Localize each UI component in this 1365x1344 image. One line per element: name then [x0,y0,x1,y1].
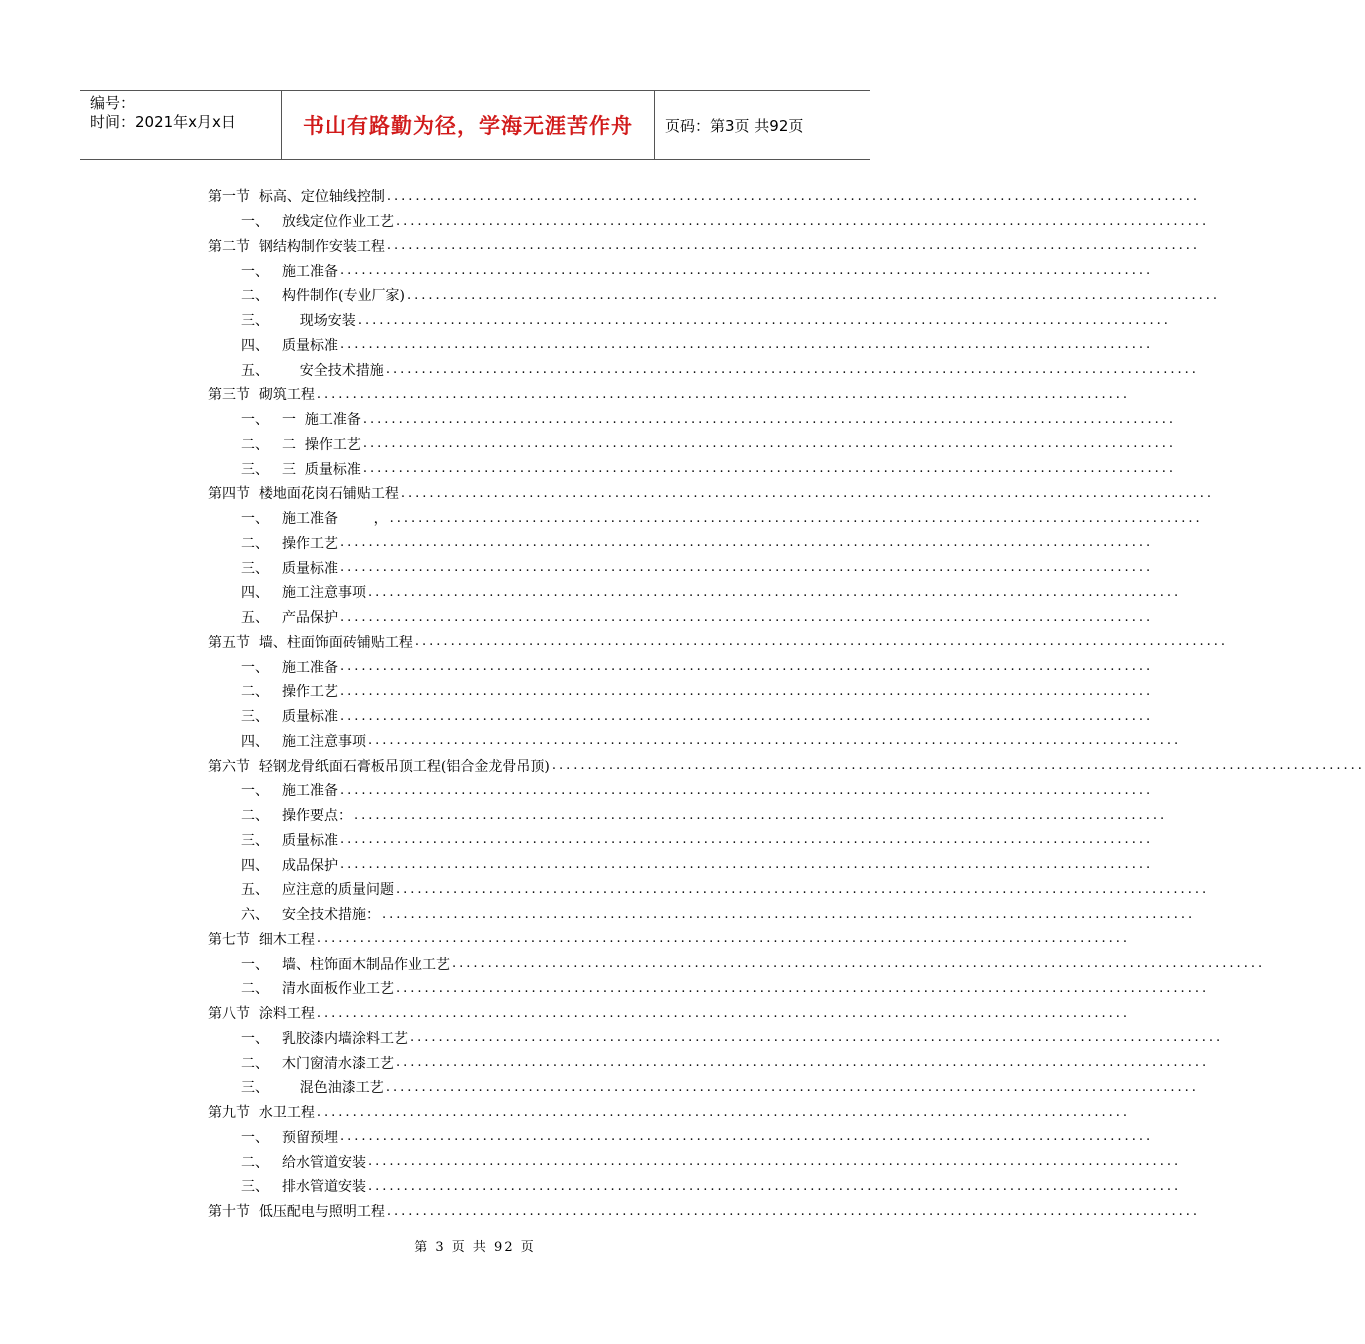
toc-section[interactable] [208,382,1130,407]
toc-dot-leader: .................................................................................................................. [362,461,1176,477]
toc-subsection[interactable] [208,531,1154,556]
toc-dot-leader: .................................................................................................................. [386,238,1200,254]
toc-item-title: 第四节 楼地面花岗石铺贴工程 [208,486,399,503]
toc-dot-leader: .................................................................................................................. [386,1203,1200,1219]
toc-subsection[interactable] [208,258,1154,283]
toc-item-number: 二、 [241,1154,269,1171]
toc-item-title: 第五节 墙、柱面饰面砖铺贴工程 [208,634,413,651]
toc-dot-leader: .................................................................................................................. [316,1104,1130,1120]
toc-subsection[interactable] [208,605,1154,630]
toc-item-title: 第七节 细木工程 [208,931,315,948]
toc-item-title: 混色油漆工艺 [282,1080,384,1097]
toc-item-title: 第三节 砌筑工程 [208,387,315,404]
toc-subsection[interactable] [208,1050,1210,1075]
toc-item-title: 预留预埋 [282,1129,338,1146]
toc-subsection[interactable] [208,308,1171,333]
toc-dot-leader: .................................................................................................................. [368,733,1182,749]
toc-dot-leader: .................................................................................................................. [340,535,1154,551]
toc-dot-leader: .................................................................................................................. [368,1154,1182,1170]
toc-dot-leader: .................................................................................................................. [340,263,1154,279]
toc-subsection[interactable] [208,407,1176,432]
toc-dot-leader: .................................................................................................................. [400,485,1214,501]
toc-dot-leader: .................................................................................................................. [340,560,1154,576]
toc-item-title: 给水管道安装 [282,1154,366,1171]
toc-item-number: 一、 [241,214,269,231]
toc-item-title: 质量标准 [282,560,338,577]
toc-item-title: 三 质量标准 [282,461,361,478]
toc-dot-leader: .................................................................................................................. [354,807,1168,823]
toc-item-number: 一、 [241,263,269,280]
toc-subsection[interactable] [208,506,1203,531]
toc-dot-leader: .................................................................................................................. [340,609,1154,625]
toc-item-title: 操作工艺 [282,535,338,552]
toc-dot-leader: .................................................................................................................. [414,634,1228,650]
toc-item-title: 第九节 水卫工程 [208,1105,315,1122]
document-number-label: 编号： [90,94,136,112]
toc-item-number: 一、 [241,783,269,800]
toc-subsection[interactable] [208,877,1210,902]
toc-subsection[interactable] [208,729,1182,754]
toc-item-title: 第一节 标高、定位轴线控制 [208,189,385,206]
toc-subsection[interactable] [208,951,1266,976]
toc-section[interactable] [208,1100,1130,1125]
toc-subsection[interactable] [208,1026,1224,1051]
document-time: 时间：2021年x月x日 [90,113,236,131]
toc-dot-leader: .................................................................................................................. [382,906,1196,922]
toc-section[interactable] [208,1199,1200,1224]
toc-subsection[interactable] [208,902,1196,927]
toc-subsection[interactable] [208,852,1154,877]
toc-dot-leader: .................................................................................................................. [551,758,1365,774]
toc-item-number: 四、 [241,733,269,750]
toc-dot-leader: .................................................................................................................. [368,584,1182,600]
toc-item-title: 成品保护 [282,857,338,874]
toc-dot-leader: .................................................................................................................. [385,362,1199,378]
toc-item-number: 一、 [241,659,269,676]
toc-subsection[interactable] [208,828,1154,853]
toc-item-title: 质量标准 [282,337,338,354]
toc-subsection[interactable] [208,1149,1182,1174]
toc-item-title: 放线定位作业工艺 [282,214,394,231]
toc-dot-leader: .................................................................................................................. [316,386,1130,402]
toc-dot-leader: .................................................................................................................. [340,683,1154,699]
toc-dot-leader: .................................................................................................................. [340,832,1154,848]
toc-item-number: 四、 [241,857,269,874]
toc-dot-leader: .................................................................................................................. [340,857,1154,873]
toc-item-number: 五、 [241,362,269,379]
toc-section[interactable] [208,481,1214,506]
toc-dot-leader: .................................................................................................................. [406,287,1221,303]
toc-section[interactable] [208,927,1130,952]
toc-section[interactable] [208,630,1228,655]
toc-item-number: 三、 [241,1179,269,1196]
toc-item-title: 应注意的质量问题 [282,882,394,899]
toc-item-title: 墙、柱饰面木制品作业工艺 [282,956,450,973]
toc-dot-leader: .................................................................................................................. [340,708,1154,724]
toc-item-title: 安全技术措施 [282,362,384,379]
toc-dot-leader: .................................................................................................................. [316,1005,1130,1021]
toc-item-number: 三、 [241,832,269,849]
toc-dot-leader: .................................................................................................................. [452,956,1266,972]
toc-dot-leader: .................................................................................................................. [362,436,1176,452]
toc-subsection[interactable] [208,654,1154,679]
toc-item-number: 四、 [241,585,269,602]
toc-section[interactable] [208,1001,1130,1026]
toc-subsection[interactable] [208,357,1199,382]
toc-item-title: 二 操作工艺 [282,436,361,453]
header-page-info: 页码：第3页 共92页 [665,116,804,135]
toc-item-number: 五、 [241,610,269,627]
toc-item-title: 第二节 钢结构制作安装工程 [208,238,385,255]
toc-subsection[interactable] [208,976,1210,1001]
toc-dot-leader: .................................................................................................................. [362,411,1176,427]
toc-subsection[interactable] [208,432,1176,457]
toc-subsection[interactable] [208,1075,1199,1100]
header-meta [80,91,282,159]
toc-item-number: 二、 [241,808,269,825]
toc-item-number: 三、 [241,313,269,330]
toc-item-number: 三、 [241,461,269,478]
toc-dot-leader: .................................................................................................................. [340,1129,1154,1145]
toc-item-number: 二、 [241,981,269,998]
toc-dot-leader: .................................................................................................................. [396,881,1210,897]
toc-dot-leader: .................................................................................................................. [410,1030,1224,1046]
toc-dot-leader: .................................................................................................................. [340,659,1154,675]
toc-dot-leader: .................................................................................................................. [396,213,1210,229]
toc-item-title: 施工准备 ， [282,511,388,528]
toc-item-number: 三、 [241,560,269,577]
toc-item-title: 施工准备 [282,659,338,676]
toc-dot-leader: .................................................................................................................. [368,1178,1182,1194]
toc-item-title: 乳胶漆内墙涂料工艺 [282,1030,408,1047]
toc-item-title: 施工注意事项 [282,733,366,750]
toc-item-title: 施工准备 [282,783,338,800]
toc-subsection[interactable] [208,1174,1182,1199]
toc-item-number: 四、 [241,337,269,354]
toc-item-title: 质量标准 [282,709,338,726]
toc-item-title: 木门窗清水漆工艺 [282,1055,394,1072]
toc-item-number: 二、 [241,535,269,552]
toc-section[interactable] [208,234,1200,259]
toc-dot-leader: .................................................................................................................. [396,1055,1210,1071]
toc-item-number: 一、 [241,511,269,528]
toc-dot-leader: .................................................................................................................. [340,337,1154,353]
toc-subsection[interactable] [208,803,1168,828]
header-motto: 书山有路勤为径，学海无涯苦作舟 [282,91,655,159]
toc-dot-leader: .................................................................................................................. [385,1079,1199,1095]
toc-item-number: 五、 [241,882,269,899]
toc-item-title: 清水面板作业工艺 [282,981,394,998]
toc-subsection[interactable] [208,704,1154,729]
toc-item-number: 一、 [241,1030,269,1047]
toc-dot-leader: .................................................................................................................. [340,782,1154,798]
toc-subsection[interactable] [208,555,1154,580]
toc-subsection[interactable] [208,283,1221,308]
toc-subsection[interactable] [208,333,1154,358]
toc-subsection[interactable] [208,580,1182,605]
toc-subsection[interactable] [208,209,1210,234]
toc-dot-leader: .................................................................................................................. [357,312,1171,328]
toc-dot-leader: .................................................................................................................. [389,510,1203,526]
toc-dot-leader: .................................................................................................................. [316,931,1130,947]
toc-dot-leader: .................................................................................................................. [386,188,1200,204]
toc-item-title: 操作要点： [282,808,352,825]
toc-item-title: 第六节 轻钢龙骨纸面石膏板吊顶工程(铝合金龙骨吊顶) [208,758,550,775]
table-of-contents [208,184,1365,1224]
page-footer: 第 3 页 共 92 页 [414,1240,536,1255]
toc-item-number: 二、 [241,288,269,305]
toc-item-title: 构件制作(专业厂家) [282,288,405,305]
toc-item-number: 一、 [241,956,269,973]
toc-subsection[interactable] [208,456,1176,481]
toc-item-title: 操作工艺 [282,684,338,701]
toc-item-number: 六、 [241,907,269,924]
toc-item-number: 二、 [241,436,269,453]
toc-item-title: 安全技术措施： [282,907,380,924]
toc-subsection[interactable] [208,1125,1154,1150]
toc-item-title: 现场安装 [282,313,356,330]
toc-item-number: 二、 [241,684,269,701]
toc-section[interactable] [208,753,1365,778]
toc-item-title: 产品保护 [282,610,338,627]
toc-item-number: 一、 [241,1129,269,1146]
toc-item-number: 三、 [241,1080,269,1097]
toc-item-number: 一、 [241,412,269,429]
toc-item-title: 第八节 涂料工程 [208,1006,315,1023]
toc-item-title: 质量标准 [282,832,338,849]
toc-item-title: 排水管道安装 [282,1179,366,1196]
toc-section[interactable] [208,184,1200,209]
toc-dot-leader: .................................................................................................................. [396,980,1210,996]
toc-subsection[interactable] [208,679,1154,704]
toc-item-title: 一 施工准备 [282,412,361,429]
toc-item-title: 施工注意事项 [282,585,366,602]
toc-item-title: 第十节 低压配电与照明工程 [208,1204,385,1221]
toc-subsection[interactable] [208,778,1154,803]
toc-item-number: 三、 [241,709,269,726]
page-header [80,90,870,160]
toc-item-number: 二、 [241,1055,269,1072]
toc-item-title: 施工准备 [282,263,338,280]
